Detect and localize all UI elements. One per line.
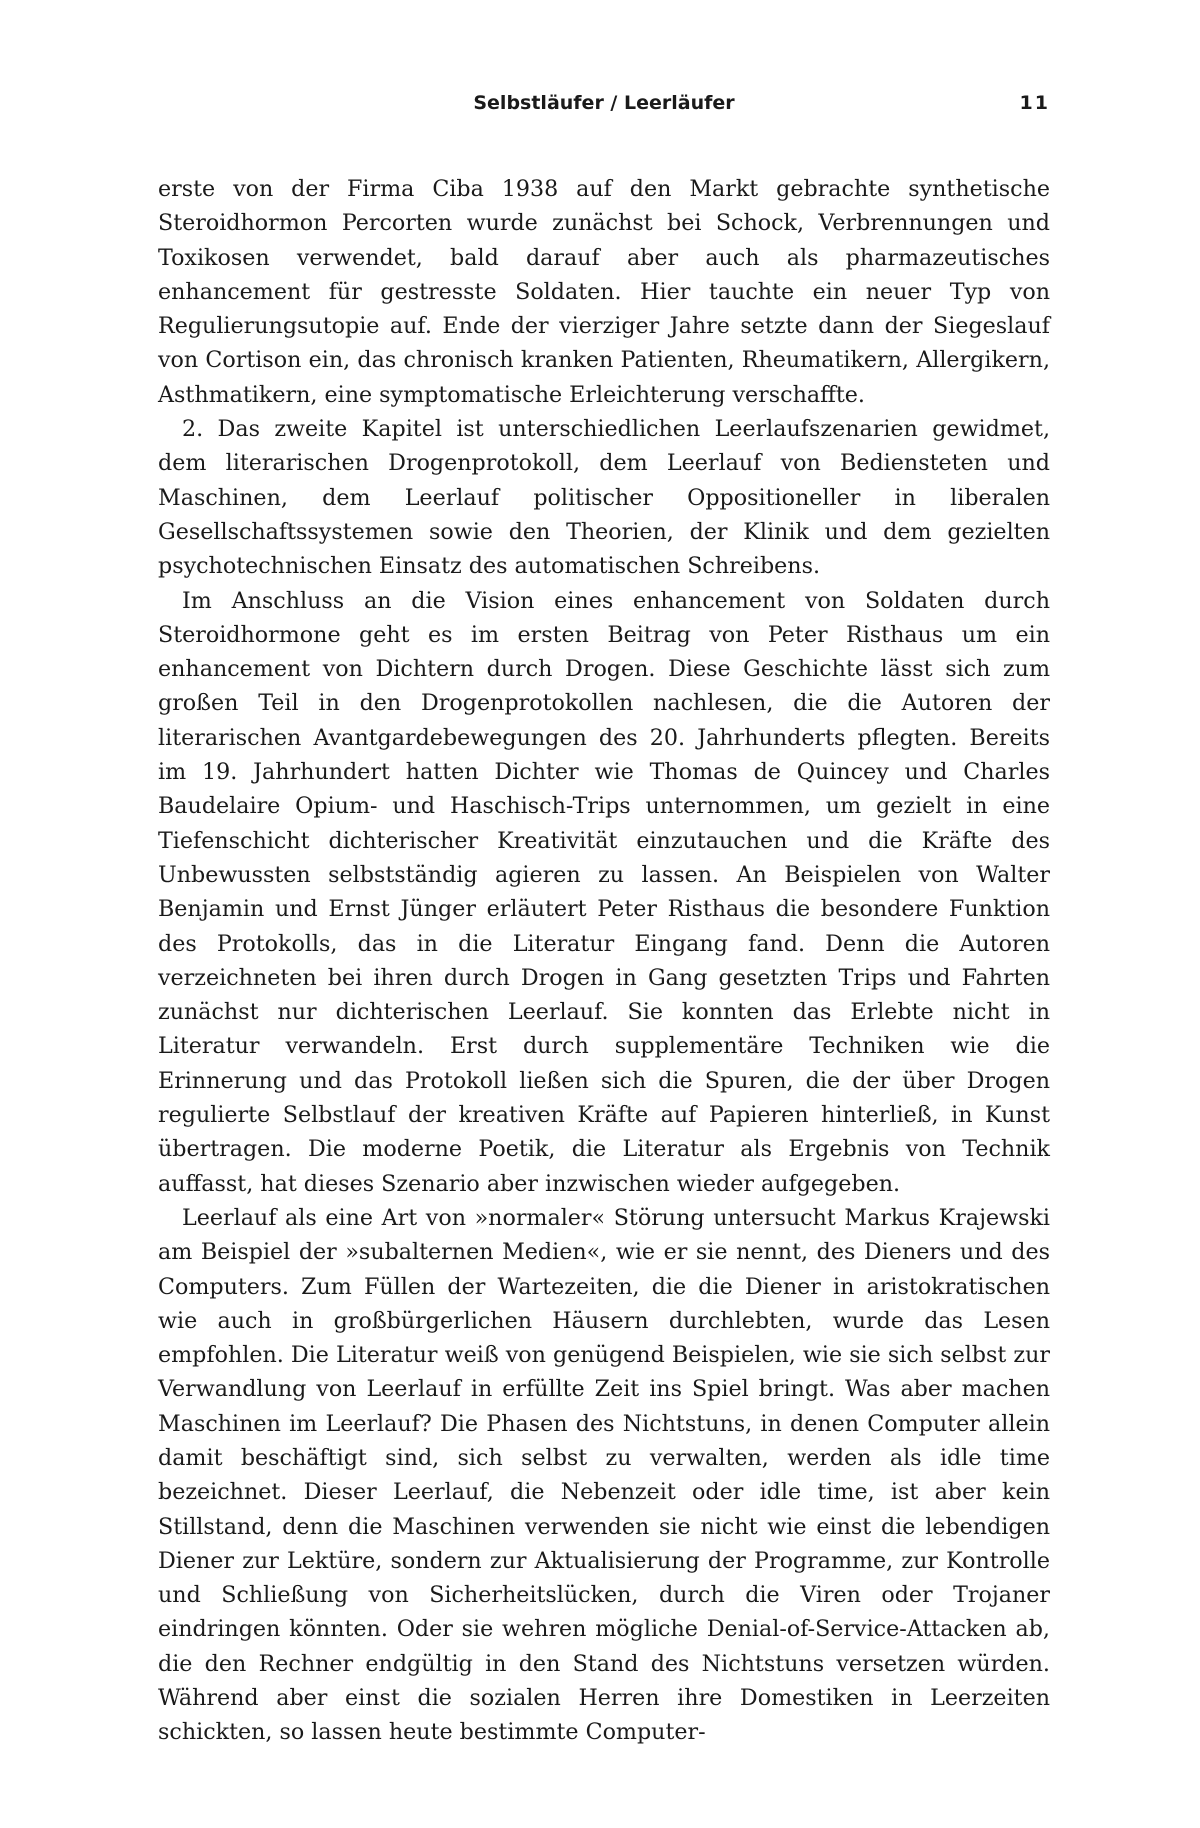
page-number: 11	[1019, 92, 1050, 114]
body-text	[158, 172, 1050, 1750]
paragraph-1: erste von der Firma Ciba 1938 auf den Markt gebrachte synthetische Steroidhormon Percorten wurde zunächst bei Schock, Verbrennungen und Toxikosen verwendet, bald darauf aber auch als pharmazeutisches enhancement für gestresste Soldaten. Hier tauchte ein neuer Typ von Regulierungsutopie auf. Ende der vierziger Jahre setzte dann der Siegeslauf von Cortison ein, das chronisch kranken Patienten, Rheumatikern, Allergikern, Asthmatikern, eine symptomatische Erleichterung verschaffte.	[158, 176, 1050, 408]
paragraph-4: Leerlauf als eine Art von »normaler« Störung untersucht Markus Krajewski am Beispiel der »subalternen Medien«, wie er sie nennt, des Dieners und des Computers. Zum Füllen der Wartezeiten, die die Diener in aristokratischen wie auch in großbürgerlichen Häusern durchlebten, wurde das Lesen empfohlen. Die Literatur weiß von genügend Beispielen, wie sie sich selbst zur Verwandlung von Leerlauf in erfüllte Zeit ins Spiel bringt. Was aber machen Maschinen im Leerlauf? Die Phasen des Nichtstuns, in denen Computer allein damit beschäftigt sind, sich selbst zu verwalten, werden als idle time bezeichnet. Dieser Leerlauf, die Nebenzeit oder idle time, ist aber kein Stillstand, denn die Maschinen verwenden sie nicht wie einst die lebendigen Diener zur Lektüre, sondern zur Aktualisierung der Programme, zur Kontrolle und Schließung von Sicherheitslücken, durch die Viren oder Trojaner eindringen könnten. Oder sie wehren mögliche Denial-of-Service-Attacken ab, die den Rechner endgültig in den Stand des Nichtstuns versetzen würden. Während aber einst die sozialen Herren ihre Domestiken in Leerzeiten schickten, so lassen heute bestimmte Computer-	[158, 1204, 1050, 1746]
paragraph-2: 2. Das zweite Kapitel ist unterschiedlichen Leerlaufszenarien gewidmet, dem literarischen Drogenprotokoll, dem Leerlauf von Bediensteten und Maschinen, dem Leerlauf politischer Oppositioneller in liberalen Gesellschaftssystemen sowie den Theorien, der Klinik und dem gezielten psychotechnischen Einsatz des automatischen Schreibens.	[158, 416, 1050, 580]
running-title: Selbstläufer / Leerläufer	[473, 92, 735, 114]
paragraph-3: Im Anschluss an die Vision eines enhancement von Soldaten durch Steroidhormone geht es im ersten Beitrag von Peter Risthaus um ein enhancement von Dichtern durch Drogen. Diese Geschichte lässt sich zum großen Teil in den Drogenprotokollen nachlesen, die die Autoren der literarischen Avantgardebewegungen des 20. Jahrhunderts pflegten. Bereits im 19. Jahrhundert hatten Dichter wie Thomas de Quincey und Charles Baudelaire Opium- und Haschisch-Trips unternommen, um gezielt in eine Tiefenschicht dichterischer Kreativität einzutauchen und die Kräfte des Unbewussten selbstständig agieren zu lassen. An Beispielen von Walter Benjamin und Ernst Jünger erläutert Peter Risthaus die besondere Funktion des Protokolls, das in die Literatur Eingang fand. Denn die Autoren verzeichneten bei ihren durch Drogen in Gang gesetzten Trips und Fahrten zunächst nur dichterischen Leerlauf. Sie konnten das Erlebte nicht in Literatur verwandeln. Erst durch supplementäre Techniken wie die Erinnerung und das Protokoll ließen sich die Spuren, die der über Drogen regulierte Selbstlauf der kreativen Kräfte auf Papieren hinterließ, in Kunst übertragen. Die moderne Poetik, die Literatur als Ergebnis von Technik auffasst, hat dieses Szenario aber inzwischen wieder aufgegeben.	[158, 587, 1050, 1197]
running-head	[158, 92, 1050, 122]
